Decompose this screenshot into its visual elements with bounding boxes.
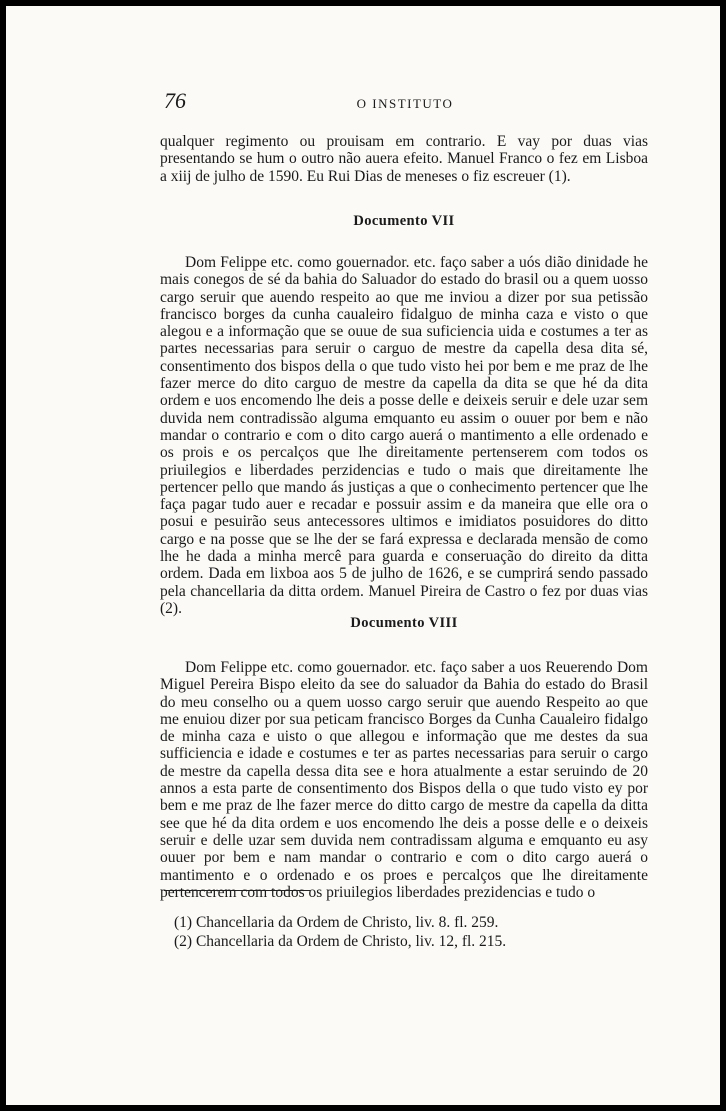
- footnote-2: (2) Chancellaria da Ordem de Christo, liv. 12, fl. 215.: [174, 933, 507, 950]
- document-viii-heading: Documento VIII: [350, 615, 458, 631]
- document-vii-text: Dom Felippe etc. como gouernador. etc. faço saber a uós dião dinidade he mais conegos de sé da bahia do Saluador do estado do brasil ou a quem uosso cargo seruir que auendo respeito ao que me inviou a dizer por sua petissão francisco borges da cunha caualeiro fidalguo de minha caza e visto o que alegou e a informação que se ouue de sua suficiencia uida e costumes a ter as partes necessarias para seruir o carguo de mestre da capella desa dita sé, consentimento dos bispos della o que tudo visto hei por bem e me praz de lhe fazer merce do dito carguo de mestre da capella da dita se que hé da dita ordem e uos encomendo lhe deis a posse delle e deixeis seruir e dele uzar sem duvida nem contradissão alguma emquanto eu assim o ouuer por bem e não mandar o contrario e com o dito cargo auerá o mantimento a elle ordenado e os prois e os percalços que lhe direitamente pertenserem com todos os priuilegios e liberdades perzidencias e tudo o mais que direitamente lhe pertencer pello que mando ás justiças a que o conhecimento pertencer que lhe faça pagar tudo auer e recadar e possuir assim e da maneira que elle ora o posui e pesuirão seus antecessores ultimos e imidiatos posuidores do ditto cargo e na posse que se lhe der se fará expressa e declarada mensão de como lhe he dada a minha mercê para guarda e conseruação do direito da ditta ordem. Dada em lixboa aos 5 de julho de 1626, e se cumprirá sendo passado pela chancellaria da ditta ordem. Manuel Pireira de Castro o fez por duas vias (2).: [160, 254, 648, 617]
- document-vii-heading: Documento VII: [353, 213, 455, 229]
- document-viii-text: Dom Felippe etc. como gouernador. etc. faço saber a uos Reuerendo Dom Miguel Pereira Bispo eleito da see do saluador da Bahia do estado do Brasil do meu conselho ou a quem uosso cargo seruir que auendo Respeito ao que me enuiou dizer por sua peticam francisco Borges da Cunha Caualeiro fidalgo de minha caza e uisto o que allegou e informação que me destes da sua sufficiencia e idade e costumes e ter as partes necessarias para seruir o cargo de mestre da capella dessa dita see e hora atualmente a estar seruindo de 20 annos a esta parte de consentimento dos Bispos della o que tudo visto ey por bem e me praz de lhe fazer merce do ditto cargo de mestre da capella da ditta see que hé da dita ordem e uos encomendo lhe deis a posse delle e o deixeis seruir e delle uzar sem duvida nem contradissam alguma e emquanto eu asy ouuer por bem e nam mandar o contrario e com o dito cargo auerá o mantimento e o ordenado e os proes e percalços que lhe direitamente pertencerem com todos os priuilegios liberdades prezidencias e tudo o: [160, 659, 648, 901]
- footnotes: [174, 913, 644, 951]
- document-viii-block: [160, 659, 648, 901]
- running-head: O INSTITUTO: [356, 96, 454, 111]
- intro-paragraph: qualquer regimento ou prouisam em contrario. E vay por duas vias presentando se hum o outro não auera efeito. Manuel Franco o fez em Lisboa a xiij de julho de 1590. Eu Rui Dias de meneses o fiz escreuer (1).: [160, 133, 648, 185]
- footnote-1: (1) Chancellaria da Ordem de Christo, liv. 8. fl. 259.: [174, 914, 499, 931]
- page-header: [160, 88, 650, 118]
- document-vii-block: [160, 254, 648, 617]
- intro-paragraph-block: [160, 133, 648, 185]
- footnote-rule: [164, 890, 310, 891]
- document-page: [6, 6, 720, 1105]
- page-number: 76: [164, 88, 186, 113]
